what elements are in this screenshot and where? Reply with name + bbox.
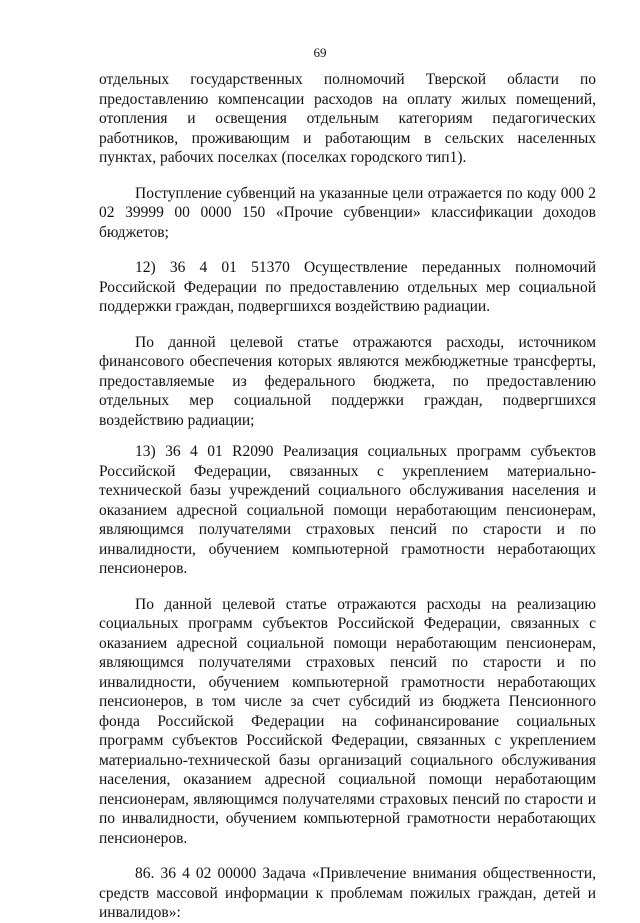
page-number: 69 — [313, 45, 327, 60]
paragraph-item-86: 86. 36 4 02 00000 Задача «Привлечение внимания общественности, средств массовой информации к проблемам пожилых граждан, детей и инвалидов»: — [99, 865, 596, 921]
paragraph-continuation: отдельных государственных полномочий Тверской области по предоставлению компенсации расходов на оплату жилых помещений, отопления и освещения отдельным категориям педагогических работников, проживающим и работающим в сельских населенных пунктах, рабочих поселках (поселках городского тип1). — [99, 71, 596, 166]
document-body — [99, 70, 596, 923]
paragraph-subvention-code: Поступление субвенций на указанные цели отражается по коду 000 2 02 39999 00 0000 150 «Прочие субвенции» классификации доходов бюджетов; — [99, 184, 596, 241]
paragraph-item-13: 13) 36 4 01 R2090 Реализация социальных программ субъектов Российской Федерации, связанных с укреплением материально-технической базы учреждений социального обслуживания населения и оказанием адресной социальной помощи неработающим пенсионерам, являющимся получателями страховых пенсий по старости и по инвалидности, обучением компьютерной грамотности неработающих пенсионеров. — [99, 443, 596, 577]
paragraph-item-12-description: По данной целевой статье отражаются расходы, источником финансового обеспечения которых являются межбюджетные трансферты, предоставляемые из федерального бюджета, по предоставлению отдельных мер социальной поддержки граждан, подвергшихся воздействию радиации; — [99, 333, 596, 429]
paragraph-item-13-description: По данной целевой статье отражаются расходы на реализацию социальных программ субъектов Российской Федерации, связанных с оказанием адресной социальной помощи неработающим пенсионерам, являющимся получателями страховых пенсий по старости и по инвалидности, обучением компьютерной грамотности неработающих пенсионеров, в том числе за счет субсидий из бюджета Пенсионного фонда Российской Федерации на софинансирование социальных программ субъектов Российской Федерации, связанных с укреплением материально-технической базы организаций социального обслуживания населения, оказанием адресной социальной помощи неработающим пенсионерам, являющимся получателями страховых пенсий по старости и по инвалидности, обучением компьютерной грамотности неработающих пенсионеров. — [99, 595, 596, 847]
paragraph-item-12: 12) 36 4 01 51370 Осуществление переданных полномочий Российской Федерации по предоставлению отдельных мер социальной поддержки граждан, подвергшихся воздействию радиации. — [99, 259, 596, 315]
